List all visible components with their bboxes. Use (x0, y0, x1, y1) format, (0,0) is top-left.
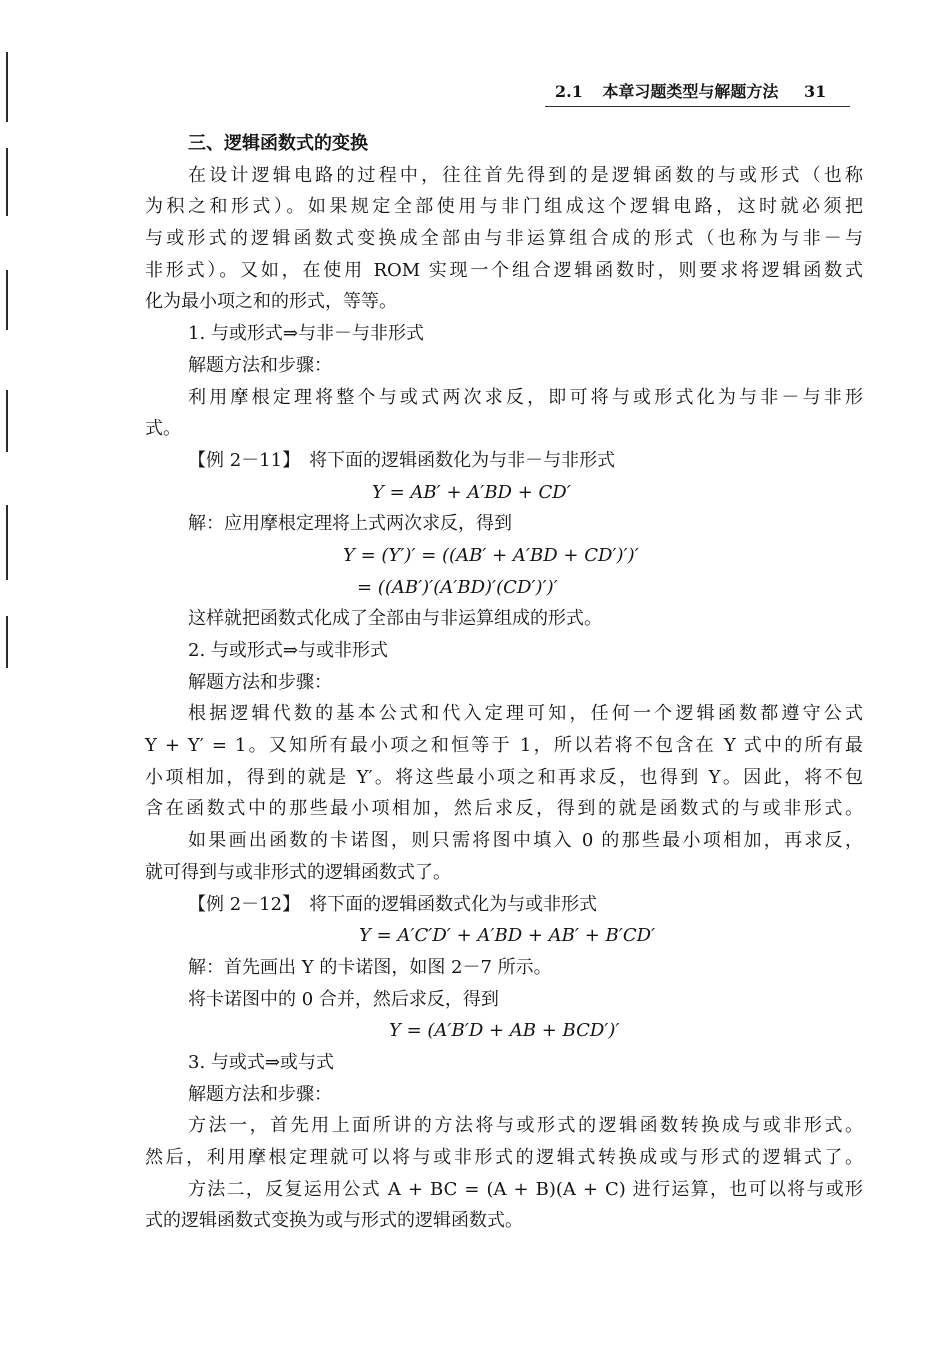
paragraph-line: 这样就把函数式化成了全部由与非运算组成的形式。 (188, 608, 602, 630)
example-heading: 【例 2－11】 将下面的逻辑函数化为与非－与非形式 (188, 449, 616, 471)
paragraph-line: 根据逻辑代数的基本公式和代入定理可知，任何一个逻辑函数都遵守公式 (188, 703, 863, 725)
example-heading: 【例 2－12】 将下面的逻辑函数式化为与或非形式 (188, 893, 598, 915)
page-number: 31 (804, 82, 827, 101)
formula: Y = (A′B′D + AB + BCD′)′ (389, 1020, 620, 1042)
formula: Y = A′C′D′ + A′BD + AB′ + B′CD′ (359, 925, 656, 947)
scan-artifact-line (6, 505, 8, 580)
paragraph-line: 解题方法和步骤： (188, 1083, 332, 1105)
paragraph-line: Y + Y′ = 1。又知所有最小项之和恒等于 1，所以若将不包含在 Y 式中的所有最 (145, 735, 863, 757)
paragraph-line: 为积之和形式）。如果规定全部使用与非门组成这个逻辑电路，这时就必须把 (145, 196, 863, 218)
page-body (145, 128, 863, 1237)
paragraph-line: 如果画出函数的卡诺图，则只需将图中填入 0 的那些最小项相加，再求反， (188, 830, 863, 852)
scan-artifact-line (6, 616, 8, 668)
scan-artifact-line (6, 148, 8, 216)
paragraph-line: 化为最小项之和的形式，等等。 (145, 291, 397, 313)
formula: Y = (Y′)′ = ((AB′ + A′BD + CD′)′)′ (343, 544, 639, 566)
section-number: 2.1 (555, 82, 583, 101)
paragraph-line: 非形式）。又如，在使用 ROM 实现一个组合逻辑函数时，则要求将逻辑函数式 (145, 259, 863, 281)
paragraph-line: 方法二，反复运用公式 A + BC = (A + B)(A + C) 进行运算，也可以将与或形 (188, 1178, 863, 1200)
scan-artifact-line (6, 390, 8, 452)
paragraph-line: 利用摩根定理将整个与或式两次求反，即可将与或形式化为与非－与非形 (188, 386, 863, 408)
paragraph-line: 解题方法和步骤： (188, 354, 332, 376)
solution-line: 解：首先画出 Y 的卡诺图，如图 2－7 所示。 (188, 956, 552, 978)
header-rule (545, 106, 850, 107)
scan-artifact-line (6, 270, 8, 330)
paragraph-line: 将卡诺图中的 0 合并，然后求反，得到 (188, 988, 499, 1010)
paragraph-line: 就可得到与或非形式的逻辑函数式了。 (145, 861, 451, 883)
paragraph-line: 式。 (145, 418, 181, 440)
subheading: 1. 与或形式⇒与非－与非形式 (188, 323, 424, 345)
section-heading: 三、逻辑函数式的变换 (188, 133, 368, 154)
paragraph-line: 解题方法和步骤： (188, 671, 332, 693)
solution-line: 解：应用摩根定理将上式两次求反，得到 (188, 513, 512, 535)
paragraph-line: 式的逻辑函数式变换为或与形式的逻辑函数式。 (145, 1210, 523, 1232)
paragraph-line: 含在函数式中的那些最小项相加，然后求反，得到的就是函数式的与或非形式。 (145, 798, 863, 820)
paragraph-line: 与或形式的逻辑函数式变换成全部由与非运算组合成的形式（也称为与非－与 (145, 228, 863, 250)
subheading: 2. 与或形式⇒与或非形式 (188, 640, 388, 661)
paragraph-line: 在设计逻辑电路的过程中，往往首先得到的是逻辑函数的与或形式（也称 (188, 164, 863, 186)
paragraph-line: 小项相加，得到的就是 Y′。将这些最小项之和再求反，也得到 Y。因此，将不包 (145, 766, 863, 788)
subheading: 3. 与或式⇒或与式 (188, 1051, 334, 1073)
paragraph-line: 方法一，首先用上面所讲的方法将与或形式的逻辑函数转换成与或非形式。 (188, 1115, 863, 1137)
scan-artifact-line (6, 52, 8, 122)
section-title: 本章习题类型与解题方法 (602, 82, 779, 101)
formula: = ((AB′)′(A′BD)′(CD′)′)′ (357, 576, 558, 598)
formula: Y = AB′ + A′BD + CD′ (372, 481, 571, 503)
paragraph-line: 然后，利用摩根定理就可以将与或非形式的逻辑式转换成或与形式的逻辑式了。 (145, 1147, 863, 1168)
running-header (555, 79, 826, 102)
